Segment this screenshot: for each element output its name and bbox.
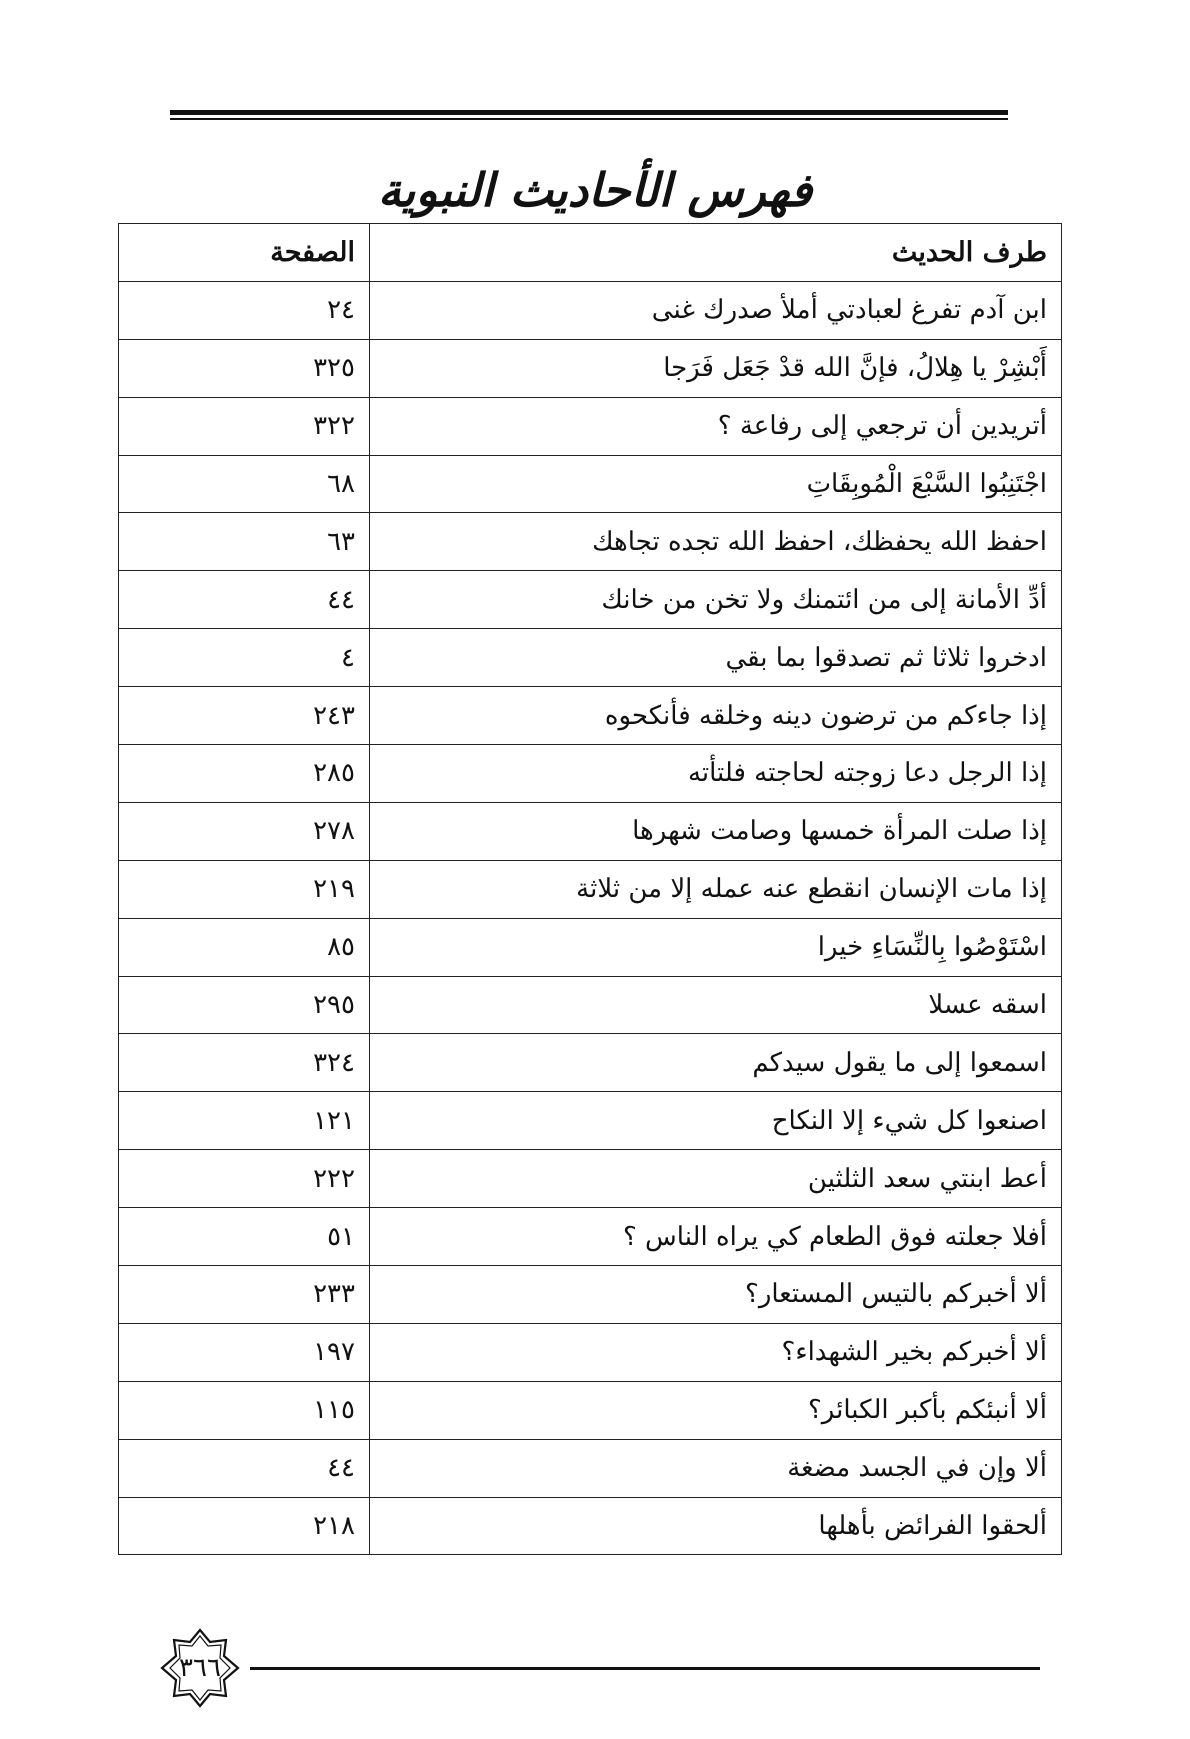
- page-title: فهرس الأحاديث النبوية: [377, 163, 813, 217]
- table-row: [119, 1266, 1062, 1324]
- page-ref: ٢٢٢: [119, 1150, 370, 1208]
- hadith-text: إذا الرجل دعا زوجته لحاجته فلتأته: [370, 745, 1062, 803]
- table-row: [119, 1150, 1062, 1208]
- hadith-text: اسمعوا إلى ما يقول سيدكم: [370, 1034, 1062, 1092]
- table-row: [119, 281, 1062, 339]
- top-rule-thin: [170, 118, 1008, 120]
- hadith-text: ألحقوا الفرائض بأهلها: [370, 1497, 1062, 1555]
- page-ref: ٢٤٣: [119, 687, 370, 745]
- page-ref: ٤٤: [119, 1439, 370, 1497]
- header-hadith: طرف الحديث: [370, 224, 1062, 282]
- table-row: [119, 918, 1062, 976]
- page-ref: ٢٩٥: [119, 976, 370, 1034]
- hadith-text: ألا أنبئكم بأكبر الكبائر؟: [370, 1381, 1062, 1439]
- hadith-text: أعط ابنتي سعد الثلثين: [370, 1150, 1062, 1208]
- page-ref: ٣٢٥: [119, 339, 370, 397]
- header-page: الصفحة: [119, 224, 370, 282]
- table-row: [119, 802, 1062, 860]
- hadith-text: أفلا جعلته فوق الطعام كي يراه الناس ؟: [370, 1208, 1062, 1266]
- table-row: [119, 571, 1062, 629]
- table-row: [119, 1092, 1062, 1150]
- page-ref: ٤٤: [119, 571, 370, 629]
- page-ref: ٢١٨: [119, 1497, 370, 1555]
- footer-rule: [250, 1667, 1040, 1670]
- table-row: [119, 629, 1062, 687]
- hadith-text: أتريدين أن ترجعي إلى رفاعة ؟: [370, 397, 1062, 455]
- table-row: [119, 339, 1062, 397]
- page-ref: ٢٤: [119, 281, 370, 339]
- hadith-text: إذا صلت المرأة خمسها وصامت شهرها: [370, 802, 1062, 860]
- page-ref: ١٩٧: [119, 1323, 370, 1381]
- table-row: [119, 976, 1062, 1034]
- hadith-index-table: [118, 223, 1062, 1555]
- page-ref: ١٢١: [119, 1092, 370, 1150]
- table-row: [119, 1439, 1062, 1497]
- hadith-text: إذا جاءكم من ترضون دينه وخلقه فأنكحوه: [370, 687, 1062, 745]
- hadith-text: ابن آدم تفرغ لعبادتي أملأ صدرك غنى: [370, 281, 1062, 339]
- hadith-text: إذا مات الإنسان انقطع عنه عمله إلا من ثلاثة: [370, 860, 1062, 918]
- hadith-text: أَبْشِرْ يا هِلالُ، فإنَّ الله قدْ جَعَل فَرَجا: [370, 339, 1062, 397]
- page-ref: ٦٨: [119, 455, 370, 513]
- hadith-text: اسْتَوْصُوا بِالنِّسَاءِ خيرا: [370, 918, 1062, 976]
- page-ref: ٢٨٥: [119, 745, 370, 803]
- page-number: ٣٦٦: [179, 1653, 221, 1683]
- page-ref: ٢٧٨: [119, 802, 370, 860]
- page-ref: ٢١٩: [119, 860, 370, 918]
- page-ref: ٥١: [119, 1208, 370, 1266]
- page-ref: ٦٣: [119, 513, 370, 571]
- hadith-text: احفظ الله يحفظك، احفظ الله تجده تجاهك: [370, 513, 1062, 571]
- table-row: [119, 513, 1062, 571]
- hadith-text: اصنعوا كل شيء إلا النكاح: [370, 1092, 1062, 1150]
- table-row: [119, 1381, 1062, 1439]
- table-row: [119, 1323, 1062, 1381]
- table-row: [119, 860, 1062, 918]
- table-row: [119, 1034, 1062, 1092]
- top-rule-thick: [170, 110, 1008, 115]
- page-ref: ٣٢٢: [119, 397, 370, 455]
- table-row: [119, 397, 1062, 455]
- hadith-text: اسقه عسلا: [370, 976, 1062, 1034]
- hadith-text: ألا وإن في الجسد مضغة: [370, 1439, 1062, 1497]
- table-row: [119, 1208, 1062, 1266]
- page-ref: ١١٥: [119, 1381, 370, 1439]
- page-ref: ٢٣٣: [119, 1266, 370, 1324]
- table-row: [119, 455, 1062, 513]
- hadith-text: اجْتَنِبُوا السَّبْعَ الْمُوبِقَاتِ: [370, 455, 1062, 513]
- page-ref: ٤: [119, 629, 370, 687]
- hadith-text: ألا أخبركم بالتيس المستعار؟: [370, 1266, 1062, 1324]
- hadith-text: ألا أخبركم بخير الشهداء؟: [370, 1323, 1062, 1381]
- table-header-row: [119, 224, 1062, 282]
- table-row: [119, 1497, 1062, 1555]
- page-ref: ٣٢٤: [119, 1034, 370, 1092]
- hadith-text: أدِّ الأمانة إلى من ائتمنك ولا تخن من خانك: [370, 571, 1062, 629]
- hadith-text: ادخروا ثلاثا ثم تصدقوا بما بقي: [370, 629, 1062, 687]
- table-row: [119, 745, 1062, 803]
- page-ref: ٨٥: [119, 918, 370, 976]
- table-row: [119, 687, 1062, 745]
